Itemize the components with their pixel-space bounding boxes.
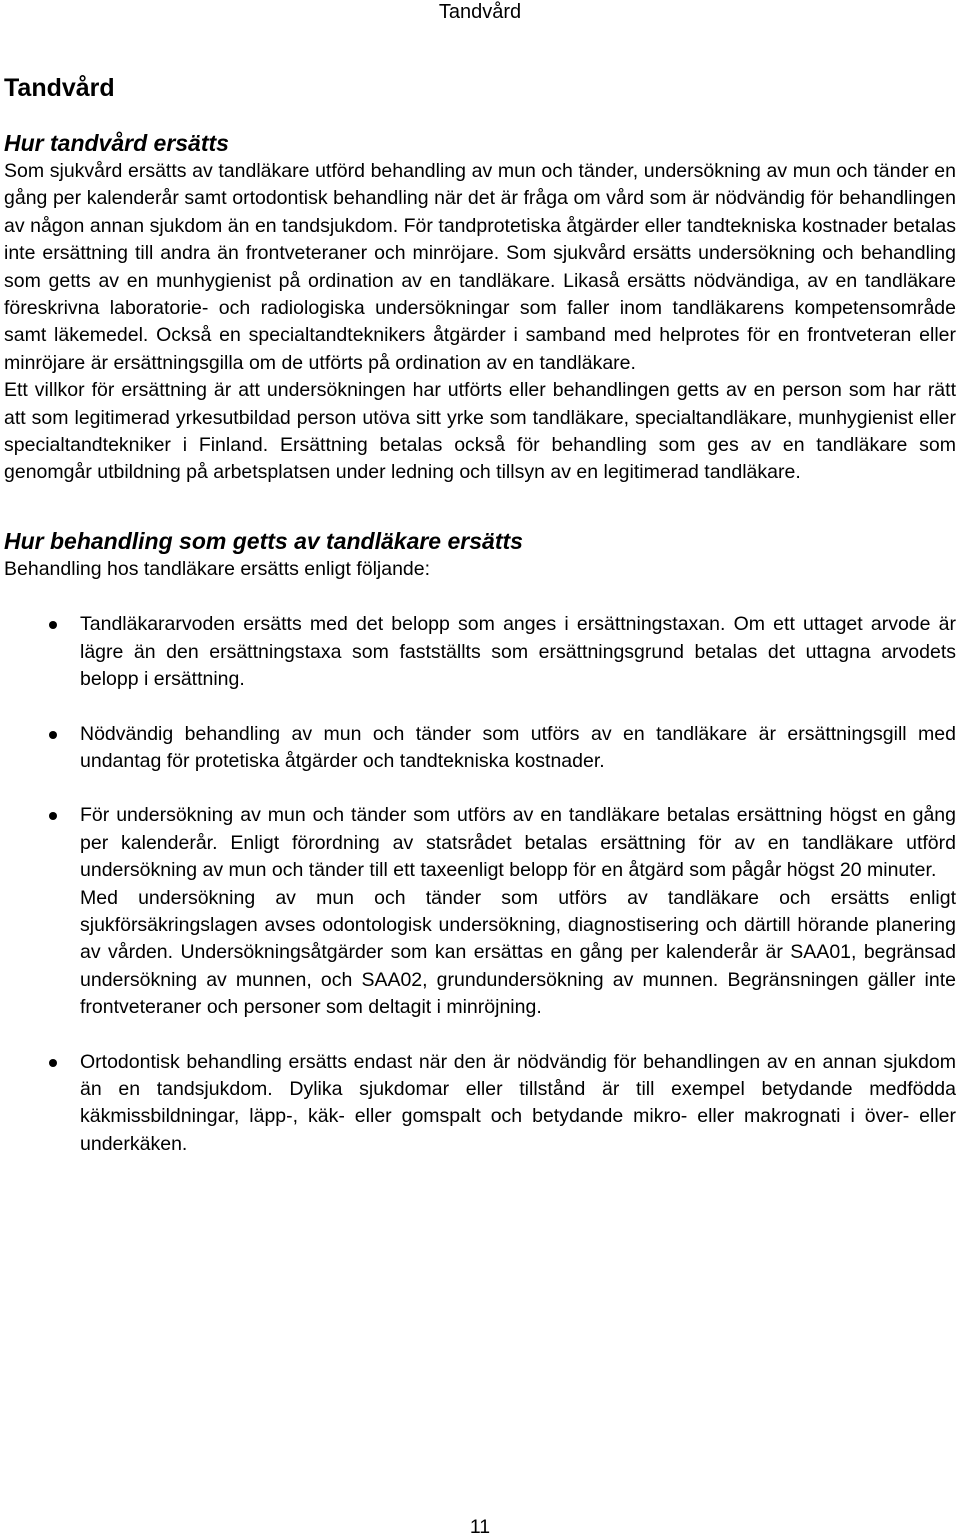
list-item-text: Ortodontisk behandling ersätts endast när den är nödvändig för behandlingen av en annan sjukdom än en tandsjukdom. Dylika sjukdomar eller tillstånd är till exempel betydande medfödda käkmissbildningar, läpp-, käk- eller gomspalt och betydande mikro- eller makrognati i över- eller underkäken. (80, 1050, 956, 1155)
running-header: Tandvård (438, 1, 522, 23)
paragraph-reimbursement-scope: Som sjukvård ersätts av tandläkare utförd behandling av mun och tänder, undersökning av mun och tänder en gång per kalenderår samt ortodontisk behandling när det är fråga om vård som är nödvändig för behandlingen av någon annan sjukdom än en tandsjukdom. För tandprotetiska åtgärder eller tandtekniska kostnader betalas inte ersättning till andra än frontveteraner och minröjare. Som sjukvård ersätts undersökning och behandling som getts av en munhygienist på ordination av en tandläkare. Likaså ersätts nödvändiga, av en tandläkare föreskrivna laboratorie- och radiologiska undersökningar som faller inom tandläkarens kompetensområde samt läkemedel. Också en specialtandteknikers åtgärder i samband med helprotes för en frontveteran eller minröjare är ersättningsgilla om de utförts på ordination av en tandläkare. (4, 160, 956, 374)
page-content (4, 72, 956, 1158)
list-item-text: För undersökning av mun och tänder som utförs av en tandläkare betalas ersättning högst en gång per kalenderår. Enligt förordning av statsrådet betalas ersättning för av en tandläkare utförd undersökning av mun och tänder till ett taxeenligt belopp för en åtgärd som pågår högst 20 minuter. (80, 804, 956, 882)
page-number: 11 (469, 1516, 491, 1538)
bullet-icon (49, 812, 57, 820)
bullet-icon (49, 621, 57, 629)
paragraph-reimbursement-conditions: Ett villkor för ersättning är att undersökningen har utförts eller behandlingen getts av en person som har rätt att som legitimerad yrkesutbildad person utöva sitt yrke som tandläkare, specialtandläkare, munhygienist eller specialtandtekniker i Finland. Ersättning betalas också för behandling som ges av en tandläkare som genomgår utbildning på arbetsplatsen under ledning och tillsyn av en legitimerad tandläkare. (4, 379, 956, 484)
list-item (4, 611, 956, 693)
list-item (4, 802, 956, 1021)
bullet-icon (49, 1059, 57, 1067)
section-heading-hur-tandvard-ersatts: Hur tandvård ersätts (4, 130, 229, 156)
list-item (4, 721, 956, 776)
list-item (4, 1049, 956, 1159)
list-item-text: Tandläkararvoden ersätts med det belopp som anges i ersättningstaxan. Om ett uttaget arvode är lägre än den ersättningstaxa som fastställts som ersättningsgrund betalas det uttagna arvodets belopp i ersättning. (80, 613, 956, 691)
section-heading-behandling-tandlakare: Hur behandling som getts av tandläkare ersätts (4, 527, 523, 554)
document-title: Tandvård (4, 74, 115, 102)
list-item-text: Nödvändig behandling av mun och tänder som utförs av en tandläkare är ersättningsgill med undantag för protetiska åtgärder och tandtekniska kostnader. (80, 722, 956, 772)
bullet-icon (49, 731, 57, 739)
paragraph-intro: Behandling hos tandläkare ersätts enligt följande: (4, 557, 431, 580)
bullet-list (4, 611, 956, 1158)
list-item-continuation-text: Med undersökning av mun och tänder som utförs av tandläkare och ersätts enligt sjukförsäkringslagen avses odontologisk undersökning, diagnostisering och därtill hörande planering av vården. Undersökningsåtgärder som kan ersättas en gång per kalenderår är SAA01, begränsad undersökning av munnen, och SAA02, grundundersökning av munnen. Begränsningen gäller inte frontveteraner och personer som deltagit i minröjning. (80, 886, 956, 1019)
